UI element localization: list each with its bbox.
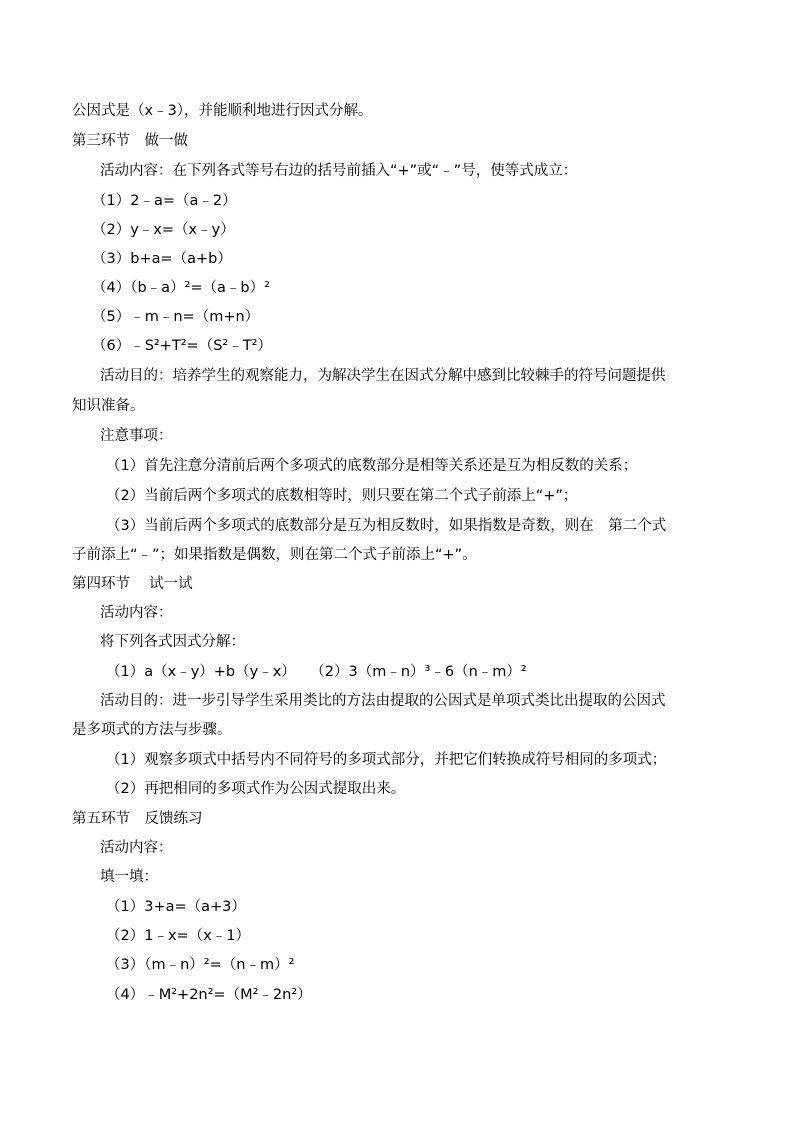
exercise-item: （4）（b﹣a）²=（a﹣b）² <box>92 280 270 296</box>
activity-purpose-line: 活动目的：培养学生的观察能力，为解决学生在因式分解中感到比较棘手的符号问题提供 <box>100 368 666 384</box>
paragraph-line: 公因式是（x﹣3），并能顺利地进行因式分解。 <box>72 103 373 119</box>
exercise-item: （1）2﹣a=（a﹣2） <box>92 193 237 209</box>
paragraph-line: 是多项式的方法与步骤。 <box>72 722 232 738</box>
activity-content-line: 活动内容： <box>100 605 173 621</box>
exercise-item: （4）﹣M²+2n²=（M²﹣2n²） <box>106 987 312 1003</box>
activity-content-line: 活动内容： <box>100 840 173 856</box>
exercise-item: （1）a（x﹣y）+b（y﹣x） （2）3（m﹣n）³﹣6（n﹣m）² <box>106 664 527 680</box>
paragraph-line: 子前添上“﹣”；如果指数是偶数，则在第二个式子前添上“+”。 <box>72 547 477 563</box>
activity-content-line: 活动内容：在下列各式等号右边的括号前插入“+”或“﹣”号，使等式成立： <box>100 163 578 179</box>
exercise-item: （2）1﹣x=（x﹣1） <box>106 928 250 944</box>
exercise-item: （1）3+a=（a+3） <box>106 899 246 915</box>
exercise-item: （5）﹣m﹣n=（m+n） <box>92 309 260 325</box>
notes-heading: 注意事项： <box>100 428 173 444</box>
step-item: （1）观察多项式中括号内不同符号的多项式部分，并把它们转换成符号相同的多项式； <box>106 752 667 768</box>
paragraph-line: 知识准备。 <box>72 398 145 414</box>
step-item: （2）再把相同的多项式作为公因式提取出来。 <box>106 781 406 797</box>
section-heading: 第三环节 做一做 <box>72 133 188 149</box>
note-item: （3）当前后两个多项式的底数部分是互为相反数时，如果指数是奇数，则在 第二个式 <box>106 518 667 534</box>
exercise-item: （2）y﹣x=（x﹣y） <box>92 222 235 238</box>
section-heading: 第四环节 试一试 <box>72 576 193 592</box>
exercise-item: （6）﹣S²+T²=（S²﹣T²） <box>92 338 272 354</box>
exercise-item: （3）b+a=（a+b） <box>92 251 232 267</box>
exercise-item: （3）（m﹣n）²=（n﹣m）² <box>106 957 295 973</box>
note-item: （1）首先注意分清前后两个多项式的底数部分是相等关系还是互为相反数的关系； <box>106 458 638 474</box>
section-heading: 第五环节 反馈练习 <box>72 811 203 827</box>
activity-purpose-line: 活动目的：进一步引导学生采用类比的方法由提取的公因式是单项式类比出提取的公因式 <box>100 693 666 709</box>
note-item: （2）当前后两个多项式的底数相等时，则只要在第二个式子前添上“+”； <box>106 488 578 504</box>
instruction-line: 将下列各式因式分解： <box>100 634 245 650</box>
instruction-line: 填一填： <box>100 869 158 885</box>
